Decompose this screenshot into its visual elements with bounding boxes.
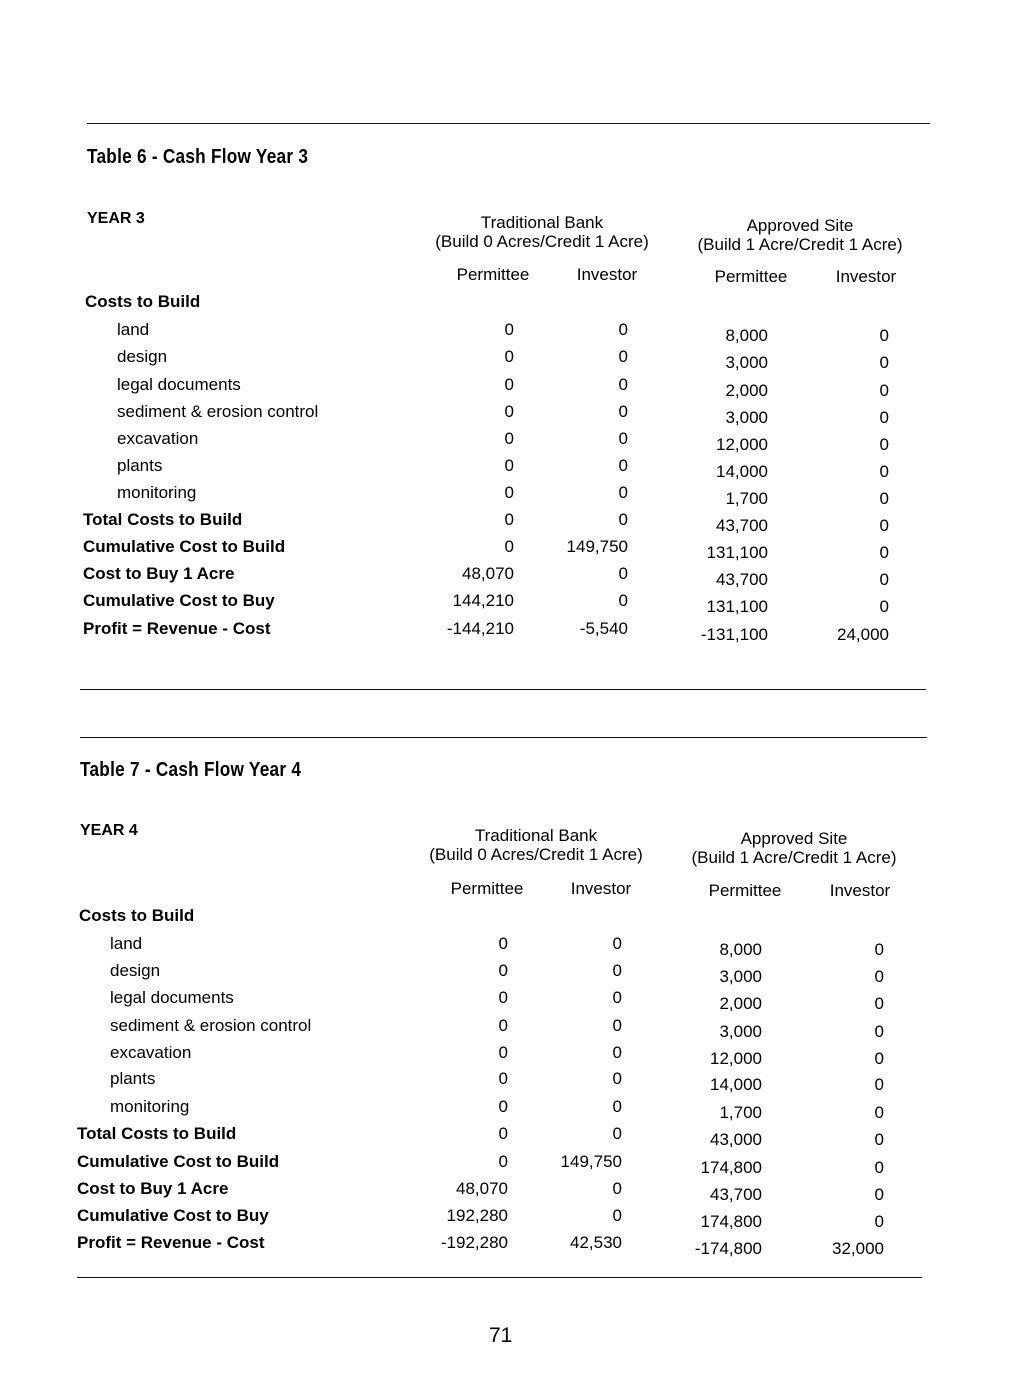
- table-6-col-header-approved-site-investor: Investor: [835, 267, 897, 286]
- cell-value: 0: [874, 1212, 884, 1231]
- cell-value: 0: [879, 408, 889, 427]
- cell-value: 0: [874, 1130, 884, 1149]
- cell-value: 0: [874, 1022, 884, 1041]
- table-6-bottom-rule: [80, 689, 926, 690]
- cell-value: 0: [504, 537, 514, 556]
- cell-value: 0: [498, 1043, 508, 1062]
- table-7-year-label: YEAR 4: [80, 822, 138, 839]
- cell-value: 0: [874, 1075, 884, 1094]
- cell-value: 0: [874, 994, 884, 1013]
- cell-value: 0: [504, 347, 514, 366]
- cell-value: 0: [879, 489, 889, 508]
- table-7-bottom-rule: [77, 1277, 922, 1278]
- cell-value: 0: [612, 1179, 622, 1198]
- row-label: Profit = Revenue - Cost: [77, 1233, 265, 1252]
- cell-value: 192,280: [446, 1206, 508, 1225]
- cell-value: 0: [874, 1158, 884, 1177]
- table-6-col-header-approved-site-permittee: Permittee: [714, 267, 788, 286]
- cell-value: 0: [612, 1043, 622, 1062]
- group-name: Approved Site: [746, 216, 854, 235]
- table-6-title: Table 6 - Cash Flow Year 3: [87, 146, 309, 168]
- row-label: Total Costs to Build: [77, 1124, 237, 1143]
- row-label: Total Costs to Build: [83, 510, 243, 529]
- cell-value: 174,800: [700, 1212, 762, 1231]
- table-7-col-header-traditional-bank-permittee: Permittee: [450, 879, 524, 898]
- table-7-group-approved-site: [674, 829, 914, 867]
- cell-value: 0: [618, 591, 628, 610]
- cell-value: 12,000: [710, 1049, 762, 1068]
- cell-value: 3,000: [725, 408, 768, 427]
- cell-value: 0: [879, 326, 889, 345]
- table-7-top-rule: [80, 737, 927, 738]
- cell-value: 2,000: [719, 994, 762, 1013]
- table-7-col-header-approved-site-permittee: Permittee: [708, 881, 782, 900]
- row-label: legal documents: [117, 375, 241, 394]
- cell-value: 0: [612, 988, 622, 1007]
- row-label: monitoring: [117, 483, 197, 502]
- cell-value: -192,280: [440, 1233, 508, 1252]
- cell-value: 0: [504, 320, 514, 339]
- table-6-col-header-traditional-bank-permittee: Permittee: [456, 265, 530, 284]
- cell-value: 0: [504, 375, 514, 394]
- cell-value: 3,000: [719, 1022, 762, 1041]
- cell-value: 0: [879, 543, 889, 562]
- cell-value: 0: [504, 429, 514, 448]
- row-label: land: [110, 934, 143, 953]
- table-6-year-label: YEAR 3: [87, 210, 145, 227]
- cell-value: 48,070: [462, 564, 514, 583]
- cell-value: 174,800: [700, 1158, 762, 1177]
- cell-value: 0: [618, 375, 628, 394]
- cell-value: 0: [874, 967, 884, 986]
- cell-value: 8,000: [725, 326, 768, 345]
- row-label: Cumulative Cost to Build: [77, 1152, 280, 1171]
- cell-value: 0: [498, 1016, 508, 1035]
- row-label: Cumulative Cost to Build: [83, 537, 286, 556]
- cell-value: 0: [874, 1049, 884, 1068]
- cell-value: 0: [498, 1069, 508, 1088]
- cell-value: 131,100: [706, 597, 768, 616]
- cell-value: 0: [879, 597, 889, 616]
- cell-value: 0: [874, 940, 884, 959]
- cell-value: 0: [612, 1097, 622, 1116]
- cell-value: 0: [504, 402, 514, 421]
- cell-value: 0: [618, 347, 628, 366]
- cell-value: 0: [618, 564, 628, 583]
- cell-value: 48,070: [456, 1179, 508, 1198]
- group-sub: (Build 1 Acre/Credit 1 Acre): [691, 848, 897, 867]
- row-label: Cumulative Cost to Buy: [77, 1206, 269, 1225]
- cell-value: 0: [879, 381, 889, 400]
- row-label: design: [110, 961, 161, 980]
- group-name: Traditional Bank: [480, 213, 604, 232]
- group-sub: (Build 0 Acres/Credit 1 Acre): [429, 845, 643, 864]
- row-label: sediment & erosion control: [110, 1016, 312, 1035]
- table-7-section-header: Costs to Build: [79, 906, 195, 925]
- cell-value: 0: [618, 320, 628, 339]
- group-name: Traditional Bank: [474, 826, 598, 845]
- cell-value: 0: [618, 402, 628, 421]
- cell-value: 0: [879, 353, 889, 372]
- table-7-col-header-traditional-bank-investor: Investor: [570, 879, 632, 898]
- cell-value: 131,100: [706, 543, 768, 562]
- cell-value: 8,000: [719, 940, 762, 959]
- cell-value: 43,700: [716, 570, 768, 589]
- row-label: land: [117, 320, 150, 339]
- cell-value: 14,000: [716, 462, 768, 481]
- row-label: Cost to Buy 1 Acre: [77, 1179, 229, 1198]
- cell-value: 3,000: [725, 353, 768, 372]
- cell-value: 42,530: [570, 1233, 622, 1252]
- cell-value: 0: [498, 934, 508, 953]
- row-label: Profit = Revenue - Cost: [83, 619, 271, 638]
- cell-value: -5,540: [579, 619, 628, 638]
- cell-value: 0: [612, 1016, 622, 1035]
- cell-value: 0: [504, 483, 514, 502]
- row-label: legal documents: [110, 988, 234, 1007]
- cell-value: 0: [879, 516, 889, 535]
- cell-value: -174,800: [694, 1239, 762, 1258]
- row-label: Cumulative Cost to Buy: [83, 591, 275, 610]
- row-label: plants: [110, 1069, 156, 1088]
- cell-value: 1,700: [719, 1103, 762, 1122]
- cell-value: 24,000: [837, 625, 889, 644]
- cell-value: 0: [498, 1097, 508, 1116]
- cell-value: 3,000: [719, 967, 762, 986]
- table-6-group-approved-site: [680, 216, 920, 254]
- row-label: Cost to Buy 1 Acre: [83, 564, 235, 583]
- table-6-top-rule: [87, 123, 930, 124]
- cell-value: -131,100: [700, 625, 768, 644]
- cell-value: -144,210: [446, 619, 514, 638]
- group-sub: (Build 1 Acre/Credit 1 Acre): [697, 235, 903, 254]
- table-6-section-header: Costs to Build: [85, 292, 201, 311]
- row-label: excavation: [117, 429, 199, 448]
- table-6-group-traditional-bank: [412, 213, 672, 251]
- cell-value: 149,750: [560, 1152, 622, 1171]
- page-number: 71: [489, 1324, 513, 1347]
- cell-value: 0: [612, 1069, 622, 1088]
- cell-value: 149,750: [566, 537, 628, 556]
- cell-value: 43,700: [710, 1185, 762, 1204]
- cell-value: 0: [504, 510, 514, 529]
- row-label: monitoring: [110, 1097, 190, 1116]
- cell-value: 43,000: [710, 1130, 762, 1149]
- table-6-col-header-traditional-bank-investor: Investor: [576, 265, 638, 284]
- table-7-title: Table 7 - Cash Flow Year 4: [80, 759, 302, 781]
- cell-value: 0: [618, 510, 628, 529]
- row-label: design: [117, 347, 168, 366]
- cell-value: 0: [498, 988, 508, 1007]
- row-label: excavation: [110, 1043, 192, 1062]
- cell-value: 0: [618, 429, 628, 448]
- cell-value: 0: [618, 483, 628, 502]
- cell-value: 144,210: [452, 591, 514, 610]
- cell-value: 0: [612, 961, 622, 980]
- table-7-col-header-approved-site-investor: Investor: [829, 881, 891, 900]
- group-sub: (Build 0 Acres/Credit 1 Acre): [435, 232, 649, 251]
- cell-value: 0: [498, 1124, 508, 1143]
- group-name: Approved Site: [740, 829, 848, 848]
- table-7-group-traditional-bank: [406, 826, 666, 864]
- cell-value: 0: [498, 1152, 508, 1171]
- cell-value: 0: [612, 1206, 622, 1225]
- cell-value: 0: [612, 1124, 622, 1143]
- cell-value: 14,000: [710, 1075, 762, 1094]
- cell-value: 0: [618, 456, 628, 475]
- cell-value: 0: [612, 934, 622, 953]
- cell-value: 0: [498, 961, 508, 980]
- cell-value: 0: [504, 456, 514, 475]
- cell-value: 0: [879, 435, 889, 454]
- cell-value: 2,000: [725, 381, 768, 400]
- cell-value: 0: [874, 1185, 884, 1204]
- row-label: plants: [117, 456, 163, 475]
- cell-value: 0: [879, 570, 889, 589]
- cell-value: 1,700: [725, 489, 768, 508]
- row-label: sediment & erosion control: [117, 402, 319, 421]
- cell-value: 43,700: [716, 516, 768, 535]
- cell-value: 12,000: [716, 435, 768, 454]
- cell-value: 32,000: [832, 1239, 884, 1258]
- cell-value: 0: [879, 462, 889, 481]
- cell-value: 0: [874, 1103, 884, 1122]
